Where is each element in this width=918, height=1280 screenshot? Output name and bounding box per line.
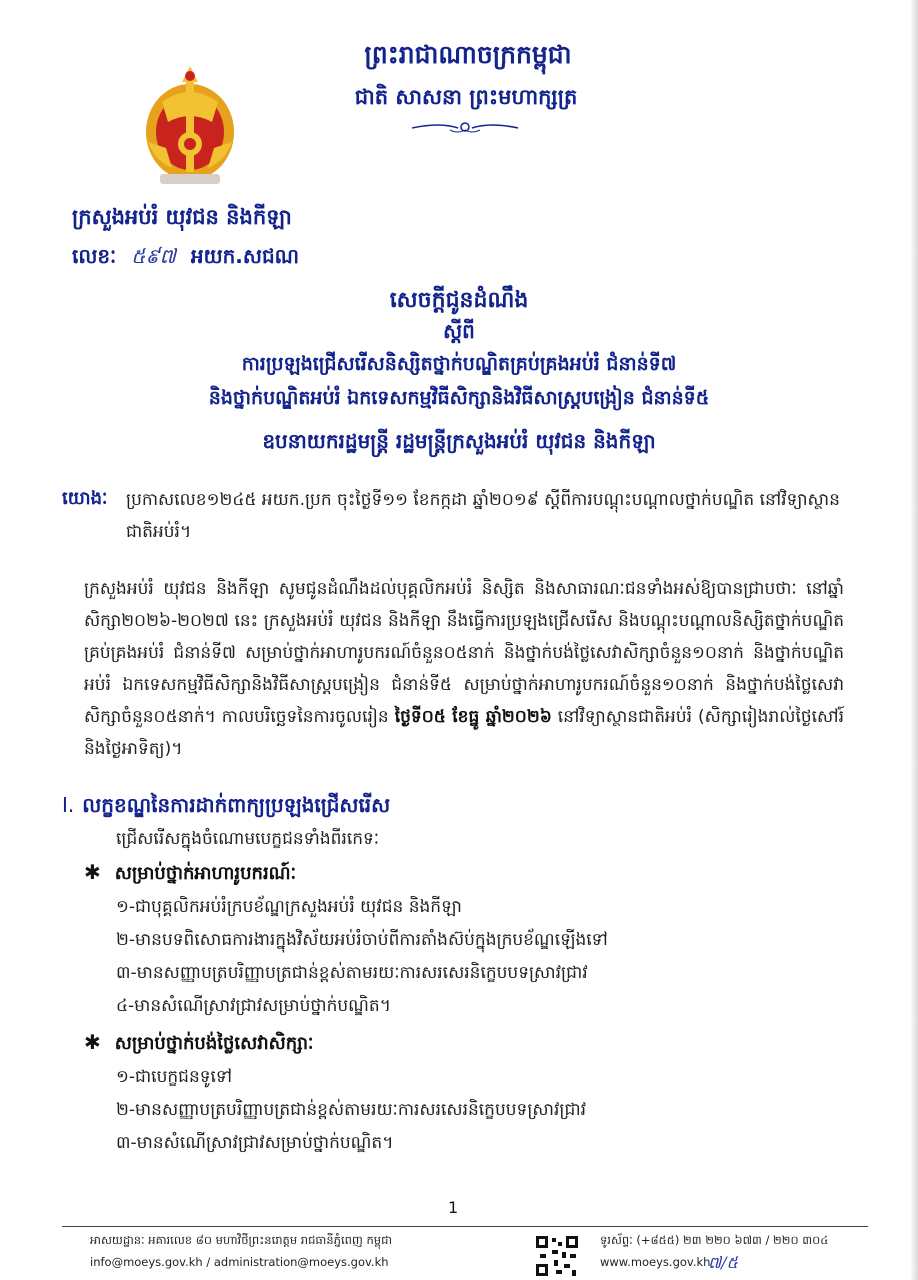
ref-number: ៥៩៧ bbox=[131, 244, 176, 268]
start-date: ថ្ងៃទី០៥ ខែធ្នូ ឆ្នាំ២០២៦ bbox=[394, 707, 552, 727]
main-paragraph bbox=[84, 573, 844, 765]
section-heading bbox=[62, 792, 390, 822]
footer-website: www.moeys.gov.kh bbox=[600, 1255, 711, 1269]
notice-subject-line-1: ការប្រឡងជ្រើសរើសនិស្សិតថ្នាក់បណ្ឌិតគ្រប់គ្រងអប់រំ ជំនាន់ទី៧ bbox=[241, 353, 677, 375]
section-number: I. bbox=[62, 793, 75, 817]
fee-paying-heading bbox=[84, 1030, 314, 1058]
issuing-official: ឧបនាយករដ្ឋមន្ត្រី រដ្ឋមន្ត្រីក្រសួងអប់រំ យុវជន និងកីឡា bbox=[262, 429, 656, 453]
asterisk-bullet-icon: ✱ bbox=[84, 860, 101, 884]
reference-text: ប្រកាសលេខ១២៤៥ អយក.ប្រក ចុះថ្ងៃទី១១ ខែកក្កដា ឆ្នាំ២០១៩ ស្តីពីការបណ្តុះបណ្តាលថ្នាក់បណ្ឌិត នៅវិទ្យាស្ថានជាតិអប់រំ។ bbox=[126, 490, 840, 542]
fee-paying-title: សម្រាប់ថ្នាក់បង់ថ្លៃសេវាសិក្សាៈ bbox=[114, 1033, 314, 1054]
asterisk-bullet-icon: ✱ bbox=[84, 1030, 101, 1054]
scholarship-heading bbox=[84, 860, 296, 888]
scholarship-title: សម្រាប់ថ្នាក់អាហារូបករណ៍ៈ bbox=[114, 863, 297, 884]
list-item: ៣-មានសំណើស្រាវជ្រាវសម្រាប់ថ្នាក់បណ្ឌិត។ bbox=[116, 1133, 394, 1153]
main-paragraph-text: ក្រសួងអប់រំ យុវជន និងកីឡា សូមជូនដំណឹងដល់បុគ្គលិកអប់រំ និស្សិត និងសាធារណៈជនទាំងអស់ឱ្យបានជ្រាបថាៈ នៅឆ្នាំសិក្សា២០២៦-២០២៧ នេះ ក្រសួងអប់រំ យុវជន និងកីឡា នឹងធ្វើការប្រឡងជ្រើសរើស និងបណ្តុះបណ្តាលនិស្សិតថ្នាក់បណ្ឌិតគ្រប់គ្រងអប់រំ ជំនាន់ទី៧ សម្រាប់ថ្នាក់អាហារូបករណ៍ចំនួន០៥នាក់ និងថ្នាក់បង់ថ្លៃសេវាសិក្សាចំនួន១០នាក់ និងថ្នាក់បណ្ឌិតអប់រំ ឯកទេសកម្មវិធីសិក្សានិងវិធីសាស្ត្របង្រៀន ជំនាន់ទី៥ សម្រាប់ថ្នាក់អាហារូបករណ៍ចំនួន១០នាក់ និងថ្នាក់បង់ថ្លៃសេវាសិក្សាចំនួន០៥នាក់។ កាលបរិច្ឆេទនៃការចូលរៀន bbox=[84, 579, 844, 727]
list-item: ២-មានសញ្ញាបត្របរិញ្ញាបត្រជាន់ខ្ពស់តាមរយៈការសរសេរនិក្ខេបបទស្រាវជ្រាវ bbox=[116, 1100, 587, 1120]
section-intro: ជ្រើសរើសក្នុងចំណោមបេក្ខជនទាំងពីរកេទៈ bbox=[116, 829, 380, 849]
notice-about: ស្តីពី bbox=[443, 319, 475, 343]
list-item: ៣-មានសញ្ញាបត្របរិញ្ញាបត្រជាន់ខ្ពស់តាមរយៈការសរសេរនិក្ខេបបទស្រាវជ្រាវ bbox=[116, 963, 588, 983]
handwritten-mark: ៧/៥ bbox=[708, 1253, 738, 1272]
ornament-divider-icon bbox=[410, 118, 520, 136]
footer-email: info@moeys.gov.kh / administration@moeys.gov.kh bbox=[90, 1255, 389, 1269]
main-paragraph-tail: នៅវិទ្យាស្ថានជាតិអប់រំ (សិក្សារៀងរាល់ថ្ងៃសៅរ៍ និងថ្ងៃអាទិត្យ)។ bbox=[84, 707, 845, 759]
qr-code-icon bbox=[534, 1234, 580, 1278]
list-item: ១-ជាបុគ្គលិកអប់រំក្របខ័ណ្ឌក្រសួងអប់រំ យុវជន និងកីឡា bbox=[116, 897, 462, 917]
list-item: ២-មានបទពិសោធការងារក្នុងវិស័យអប់រំចាប់ពីការតាំងស៊ប់ក្នុងក្របខ័ណ្ឌឡើងទៅ bbox=[116, 930, 608, 950]
footer-phone: ទូរស័ព្ទៈ (+៨៥៥) ២៣ ២២០ ៦៧៣ / ២២០ ៣០៤ bbox=[600, 1233, 829, 1247]
footer-address: អាសយដ្ឋានៈ អគារលេខ ៨០ មហាវិថីព្រះនរោត្តម រាជធានីភ្នំពេញ កម្ពុជា bbox=[90, 1233, 393, 1247]
ref-suffix: អយក.សជណ bbox=[190, 244, 300, 268]
national-motto: ជាតិ សាសនា ព្រះមហាក្សត្រ bbox=[354, 85, 578, 109]
ministry-name: ក្រសួងអប់រំ យុវជន និងកីឡា bbox=[72, 205, 292, 229]
reference-number-line bbox=[72, 243, 299, 273]
page-edge-shadow bbox=[910, 0, 918, 1280]
notice-title: សេចក្តីជូនដំណឹង bbox=[389, 288, 529, 313]
reference-label: យោងៈ bbox=[62, 488, 108, 509]
footer-divider bbox=[62, 1226, 868, 1227]
list-item: ១-ជាបេក្ខជនទូទៅ bbox=[116, 1067, 233, 1087]
kingdom-title: ព្រះរាជាណាចក្រកម្ពុជា bbox=[364, 40, 572, 69]
section-title: លក្ខខណ្ឌនៃការដាក់ពាក្យប្រឡងជ្រើសរើស bbox=[82, 793, 391, 817]
royal-emblem-icon bbox=[142, 62, 238, 192]
page-number: 1 bbox=[448, 1198, 459, 1217]
ref-label: លេខៈ bbox=[72, 244, 117, 268]
list-item: ៤-មានសំណើស្រាវជ្រាវសម្រាប់ថ្នាក់បណ្ឌិត។ bbox=[116, 996, 391, 1016]
notice-subject-line-2: និងថ្នាក់បណ្ឌិតអប់រំ ឯកទេសកម្មវិធីសិក្សានិងវិធីសាស្ត្របង្រៀន ជំនាន់ទី៥ bbox=[208, 387, 710, 409]
